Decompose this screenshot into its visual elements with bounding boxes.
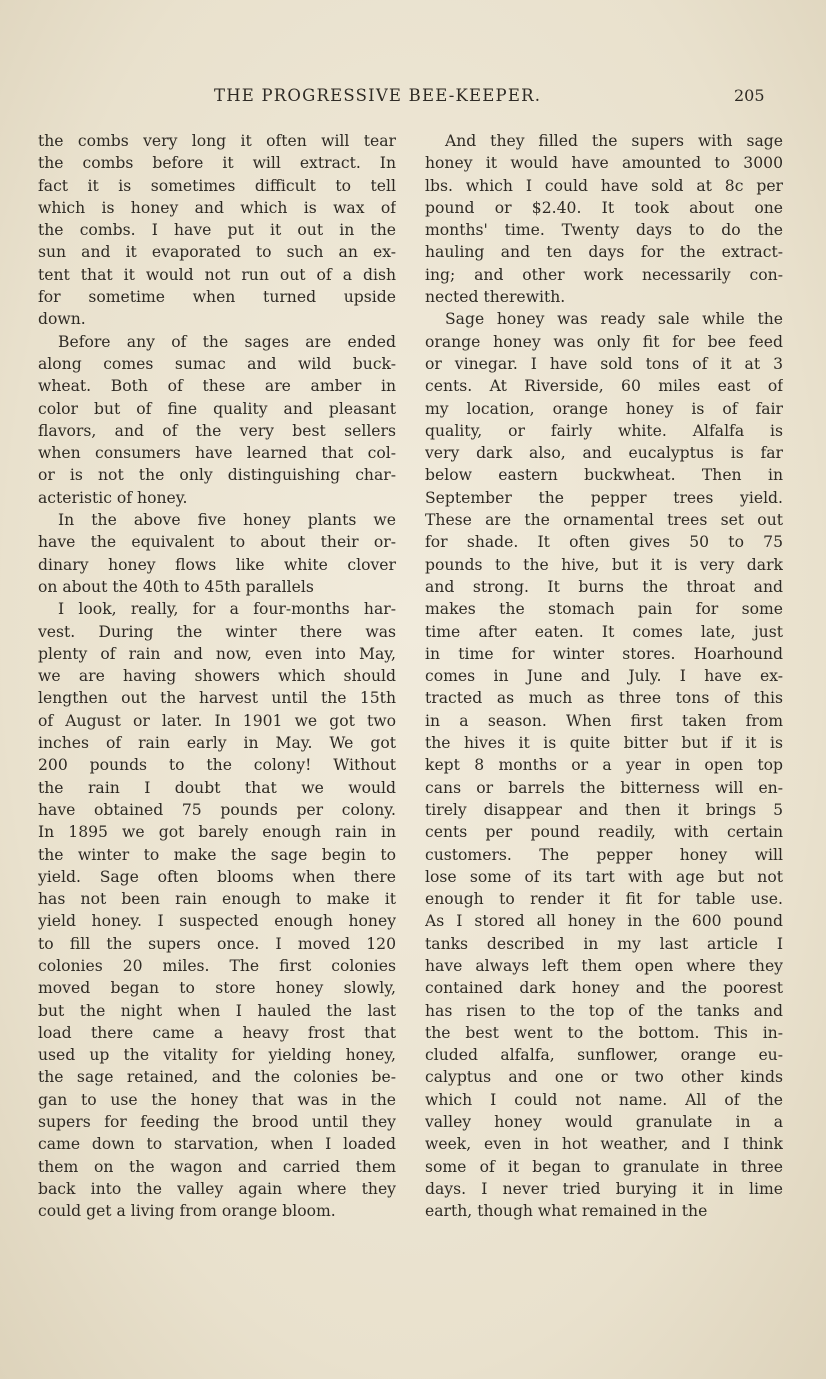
text-line: of August or later. In 1901 we got two bbox=[38, 711, 396, 730]
text-line: colonies 20 miles. The first colonies bbox=[38, 956, 396, 975]
text-line: plenty of rain and now, even into May, bbox=[38, 644, 396, 663]
text-line: tent that it would not run out of a dish bbox=[38, 265, 396, 284]
text-line: inches of rain early in May. We got bbox=[38, 734, 396, 753]
text-line: to fill the supers once. I moved 120 bbox=[38, 934, 396, 953]
text-line: fact it is sometimes difficult to tell bbox=[38, 176, 396, 195]
journal-title: THE PROGRESSIVE BEE-KEEPER. bbox=[214, 86, 542, 105]
text-line: the combs before it will extract. In bbox=[38, 154, 396, 173]
text-line: on about the 40th to 45th parallels bbox=[38, 577, 314, 596]
text-line: customers. The pepper honey will bbox=[425, 845, 783, 864]
text-line: kept 8 months or a year in open top bbox=[425, 756, 783, 775]
text-line: has risen to the top of the tanks and bbox=[425, 1001, 783, 1020]
text-line: ing; and other work necessarily con- bbox=[425, 265, 783, 284]
text-line: honey it would have amounted to 3000 bbox=[425, 154, 783, 173]
text-line: lbs. which I could have sold at 8c per bbox=[425, 176, 783, 195]
text-line: dinary honey flows like white clover bbox=[38, 555, 396, 574]
text-line: yield. Sage often blooms when there bbox=[38, 867, 396, 886]
text-line: orange honey was only fit for bee feed bbox=[425, 332, 783, 351]
text-line: for sometime when turned upside bbox=[38, 288, 396, 307]
text-line: September the pepper trees yield. bbox=[425, 488, 783, 507]
text-line: lengthen out the harvest until the 15th bbox=[38, 689, 396, 708]
text-line: makes the stomach pain for some bbox=[425, 600, 783, 619]
text-line: color but of fine quality and pleasant bbox=[38, 399, 396, 418]
text-line: along comes sumac and wild buck- bbox=[38, 354, 396, 373]
text-line: hauling and ten days for the extract- bbox=[425, 243, 783, 262]
text-line: the combs. I have put it out in the bbox=[38, 221, 396, 240]
text-line: comes in June and July. I have ex- bbox=[425, 667, 783, 686]
text-line: quality, or fairly white. Alfalfa is bbox=[425, 421, 783, 440]
text-line: when consumers have learned that col- bbox=[38, 444, 396, 463]
text-line: the combs very long it often will tear bbox=[38, 132, 396, 150]
text-line: These are the ornamental trees set out bbox=[425, 511, 783, 530]
text-line: could get a living from orange bloom. bbox=[38, 1202, 336, 1221]
left-column bbox=[38, 130, 396, 1223]
text-line: the sage retained, and the colonies be- bbox=[38, 1068, 396, 1087]
text-line: cents per pound readily, with certain bbox=[425, 823, 783, 842]
page-number: 205 bbox=[734, 86, 765, 105]
text-line: load there came a heavy frost that bbox=[38, 1023, 396, 1042]
text-line: enough to render it fit for table use. bbox=[425, 890, 783, 909]
text-line: valley honey would granulate in a bbox=[425, 1113, 783, 1132]
text-line: in a season. When first taken from bbox=[425, 711, 783, 730]
text-line: we are having showers which should bbox=[38, 667, 396, 686]
text-line: pound or $2.40. It took about one bbox=[425, 198, 783, 217]
running-header bbox=[0, 86, 826, 110]
text-line: 200 pounds to the colony! Without bbox=[38, 756, 396, 775]
text-line: I look, really, for a four-months har- bbox=[58, 600, 396, 619]
text-line: the best went to the bottom. This in- bbox=[425, 1023, 783, 1042]
text-line: supers for feeding the brood until they bbox=[38, 1113, 396, 1132]
text-line: days. I never tried burying it in lime bbox=[425, 1179, 783, 1198]
text-line: wheat. Both of these are amber in bbox=[38, 377, 396, 396]
text-line: some of it began to granulate in three bbox=[425, 1157, 783, 1176]
text-line: and strong. It burns the throat and bbox=[425, 577, 783, 596]
text-line: moved began to store honey slowly, bbox=[38, 979, 396, 998]
text-line: And they filled the supers with sage bbox=[445, 132, 783, 150]
text-line: tracted as much as three tons of this bbox=[425, 689, 783, 708]
text-line: calyptus and one or two other kinds bbox=[425, 1068, 783, 1087]
text-line: time after eaten. It comes late, just bbox=[425, 622, 783, 641]
text-line: As I stored all honey in the 600 pound bbox=[425, 912, 783, 931]
text-line: have the equivalent to about their or- bbox=[38, 533, 396, 552]
text-line: earth, though what remained in the bbox=[425, 1202, 708, 1221]
text-line: has not been rain enough to make it bbox=[38, 890, 396, 909]
text-line: came down to starvation, when I loaded bbox=[38, 1135, 396, 1154]
text-line: down. bbox=[38, 310, 86, 329]
text-line: sun and it evaporated to such an ex- bbox=[38, 243, 396, 262]
text-line: have always left them open where they bbox=[425, 956, 783, 975]
text-line: have obtained 75 pounds per colony. bbox=[38, 800, 396, 819]
text-line: Sage honey was ready sale while the bbox=[445, 310, 783, 329]
text-line: gan to use the honey that was in the bbox=[38, 1090, 396, 1109]
text-line: my location, orange honey is of fair bbox=[425, 399, 783, 418]
text-line: In 1895 we got barely enough rain in bbox=[38, 823, 396, 842]
text-line: months' time. Twenty days to do the bbox=[425, 221, 783, 240]
text-line: which I could not name. All of the bbox=[425, 1090, 783, 1109]
text-line: back into the valley again where they bbox=[38, 1179, 396, 1198]
right-column bbox=[425, 130, 783, 1223]
text-line: In the above five honey plants we bbox=[58, 511, 396, 530]
text-line: for shade. It often gives 50 to 75 bbox=[425, 533, 783, 552]
text-line: tanks described in my last article I bbox=[425, 934, 783, 953]
text-line: yield honey. I suspected enough honey bbox=[38, 912, 396, 931]
text-line: the winter to make the sage begin to bbox=[38, 845, 396, 864]
text-line: acteristic of honey. bbox=[38, 488, 188, 507]
text-line: very dark also, and eucalyptus is far bbox=[425, 444, 783, 463]
text-line: the hives it is quite bitter but if it is bbox=[425, 734, 783, 753]
text-line: lose some of its tart with age but not bbox=[425, 867, 783, 886]
text-line: nected therewith. bbox=[425, 288, 566, 307]
text-line: tirely disappear and then it brings 5 bbox=[425, 800, 783, 819]
text-line: used up the vitality for yielding honey, bbox=[38, 1046, 396, 1065]
text-line: contained dark honey and the poorest bbox=[425, 979, 783, 998]
text-line: them on the wagon and carried them bbox=[38, 1157, 396, 1176]
text-line: cents. At Riverside, 60 miles east of bbox=[425, 377, 783, 396]
text-line: in time for winter stores. Hoarhound bbox=[425, 644, 783, 663]
text-line: flavors, and of the very best sellers bbox=[38, 421, 396, 440]
text-line: or is not the only distinguishing char- bbox=[38, 466, 396, 485]
text-line: cans or barrels the bitterness will en- bbox=[425, 778, 783, 797]
text-line: week, even in hot weather, and I think bbox=[425, 1135, 783, 1154]
text-line: which is honey and which is wax of bbox=[38, 198, 396, 217]
text-line: but the night when I hauled the last bbox=[38, 1001, 396, 1020]
text-line: Before any of the sages are ended bbox=[58, 332, 396, 351]
text-line: or vinegar. I have sold tons of it at 3 bbox=[425, 354, 783, 373]
text-line: the rain I doubt that we would bbox=[38, 778, 396, 797]
text-line: cluded alfalfa, sunflower, orange eu- bbox=[425, 1046, 783, 1065]
text-line: pounds to the hive, but it is very dark bbox=[425, 555, 783, 574]
text-line: below eastern buckwheat. Then in bbox=[425, 466, 783, 485]
text-line: vest. During the winter there was bbox=[38, 622, 396, 641]
